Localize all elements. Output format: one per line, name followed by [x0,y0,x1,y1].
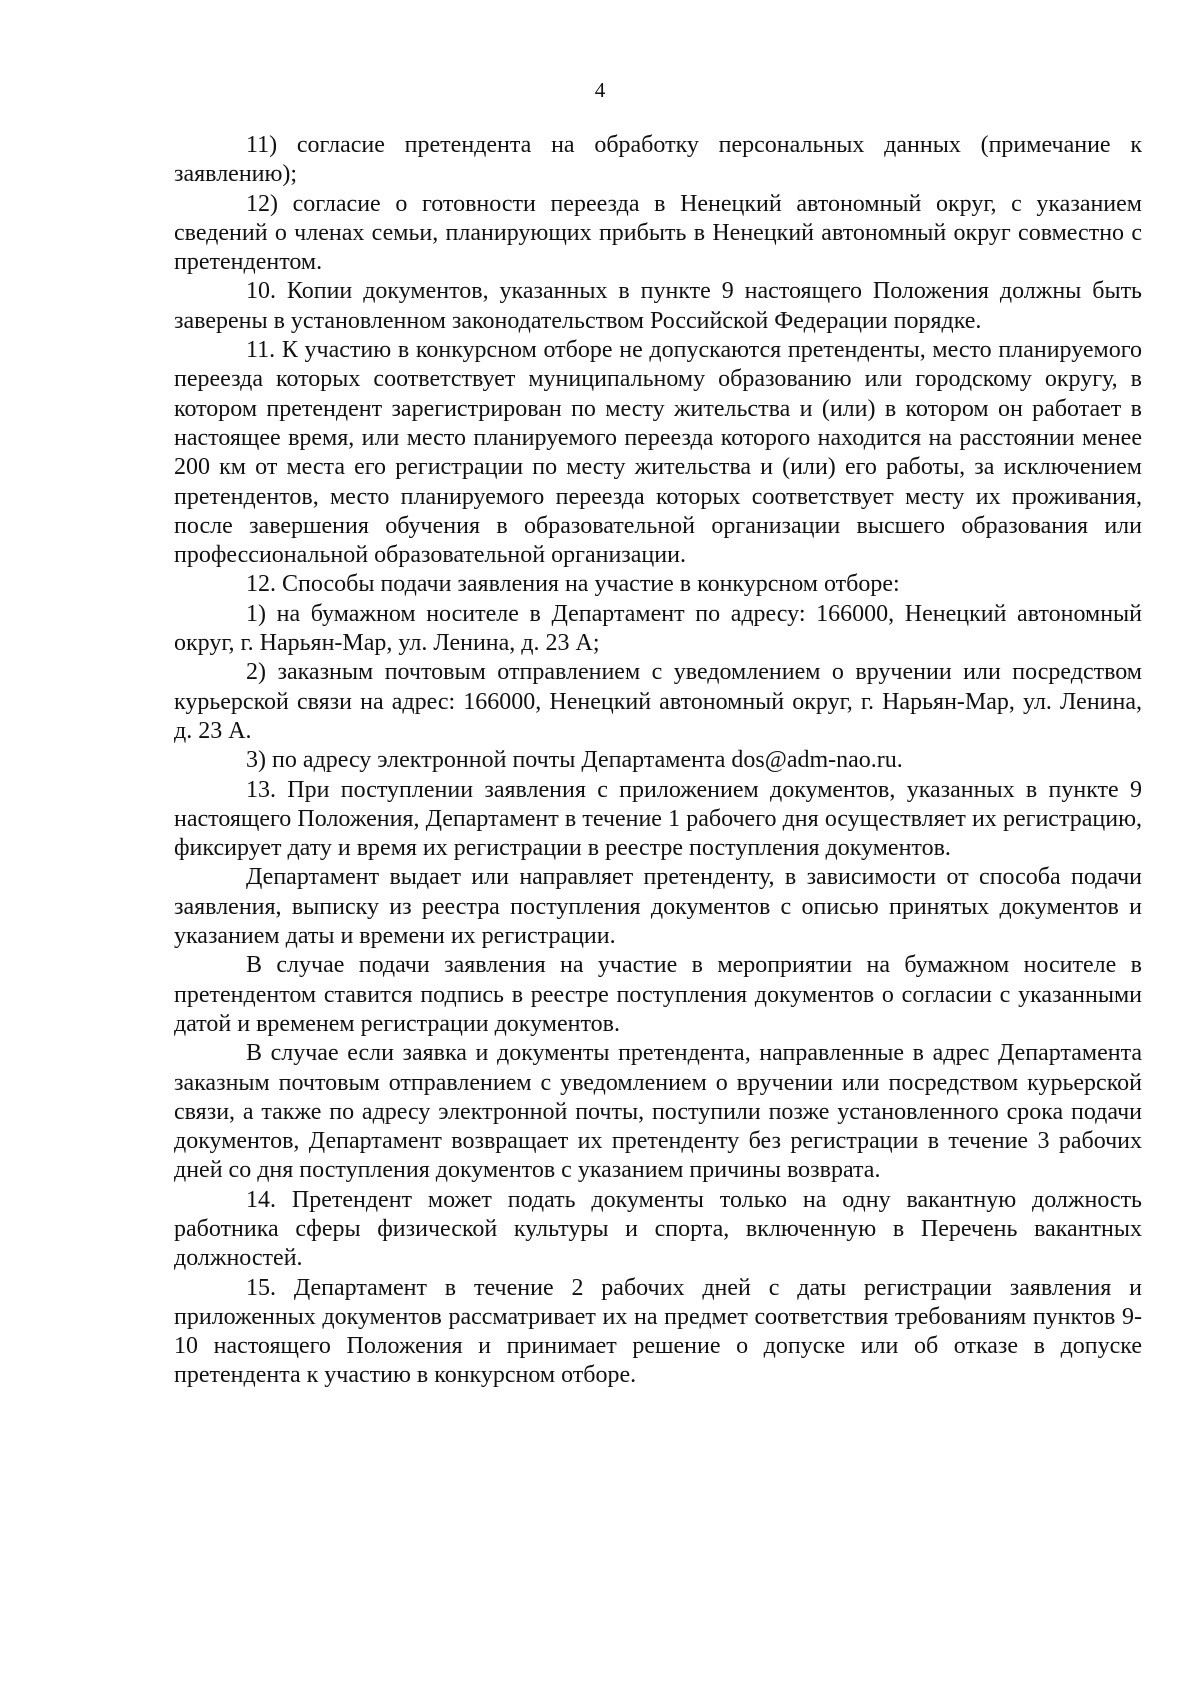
page-number: 4 [594,78,606,102]
paragraph-11-exclusions: 11. К участию в конкурсном отборе не допускаются претенденты, место планируемого переезда которых соответствует муниципальному образованию или городскому округу, в котором претендент зарегистрирован по месту жительства и (или) в котором он работает в настоящее время, или место планируемого переезда которого находится на расстоянии менее 200 км от места его регистрации по месту жительства и (или) его работы, за исключением претендентов, место планируемого переезда которых соответствует месту их проживания, после завершения обучения в образовательной организации высшего образования или профессиональной образовательной организации. [174,337,1142,569]
paragraph-13-late-return: В случае если заявка и документы претендента, направленные в адрес Департамента заказным почтовым отправлением с уведомлением о вручении или посредством курьерской связи, а также по адресу электронной почты, поступили позже установленного срока подачи документов, Департамент возвращает их претенденту без регистрации в течение 3 рабочих дней со дня поступления документов с указанием причины возврата. [174,1040,1142,1184]
paragraph-12-submission-methods: 12. Способы подачи заявления на участие в конкурсном отборе: [246,571,900,598]
document-body [174,131,1142,1391]
paragraph-13-registration: 13. При поступлении заявления с приложением документов, указанных в пункте 9 настоящего Положения, Департамент в течение 1 рабочего дня осуществляет их регистрацию, фиксирует дату и время их регистрации в реестре поступления документов. [174,776,1142,862]
paragraph-13-extract: Департамент выдает или направляет претенденту, в зависимости от способа подачи заявления, выписку из реестра поступления документов с описью принятых документов и указанием даты и времени их регистрации. [174,864,1142,950]
paragraph-14-single-position: 14. Претендент может подать документы только на одну вакантную должность работника сферы физической культуры и спорта, включенную в Перечень вакантных должностей. [174,1186,1142,1272]
paragraph-12-method-3: 3) по адресу электронной почты Департамента dos@adm-nao.ru. [246,747,903,774]
paragraph-12-method-2: 2) заказным почтовым отправлением с уведомлением о вручении или посредством курьерской связи на адрес: 166000, Ненецкий автономный округ, г. Нарьян-Мар, ул. Ленина, д. 23 А. [174,659,1142,744]
paragraph-item-12-relocation: 12) согласие о готовности переезда в Ненецкий автономный округ, с указанием сведений о членах семьи, планирующих прибыть в Ненецкий автономный округ совместно с претендентом. [174,190,1142,276]
paragraph-13-paper-signature: В случае подачи заявления на участие в мероприятии на бумажном носителе в претендентом ставится подпись в реестре поступления документов о согласии с указанными датой и временем регистрации документов. [174,952,1142,1037]
paragraph-15-review: 15. Департамент в течение 2 рабочих дней с даты регистрации заявления и приложенных документов рассматривает их на предмет соответствия требованиям пунктов 9-10 настоящего Положения и принимает решение о допуске или об отказе в допуске претендента к участию в конкурсном отборе. [174,1274,1142,1389]
paragraph-item-11-consent: 11) согласие претендента на обработку персональных данных (примечание к заявлению); [174,132,1142,188]
paragraph-12-method-1: 1) на бумажном носителе в Департамент по адресу: 166000, Ненецкий автономный округ, г. Нарьян-Мар, ул. Ленина, д. 23 А; [174,600,1142,657]
paragraph-10-copies: 10. Копии документов, указанных в пункте 9 настоящего Положения должны быть заверены в установленном законодательством Российской Федерации порядке. [174,278,1142,334]
